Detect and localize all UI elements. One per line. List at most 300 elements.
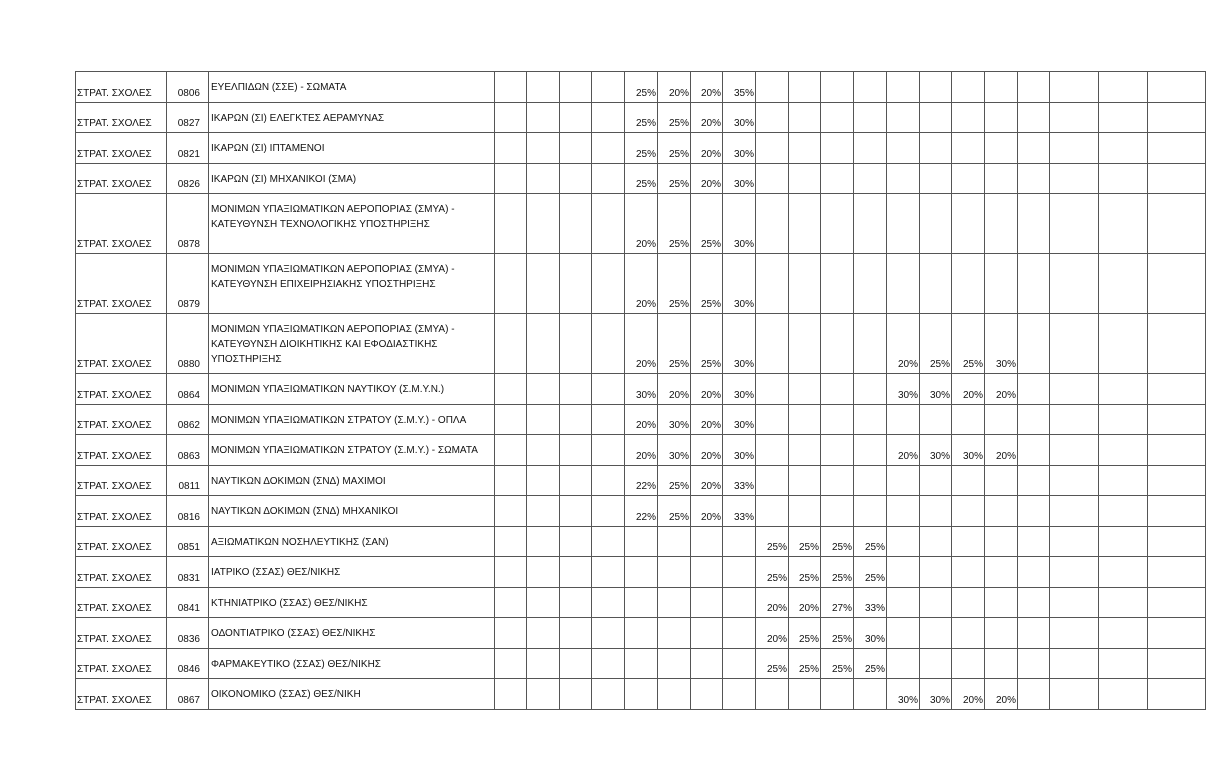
percent-cell [756, 314, 789, 374]
code-cell: 0811 [167, 466, 209, 496]
percent-cell [560, 254, 592, 314]
school-name-line: ΜΟΝΙΜΩΝ ΥΠΑΞΙΩΜΑΤΙΚΩΝ ΣΤΡΑΤΟΥ (Σ.Μ.Υ.) - ΟΠΛΑ [211, 415, 467, 426]
percent-cell: 30% [625, 374, 658, 405]
percent-cell [495, 164, 527, 194]
empty-cell [1148, 496, 1206, 527]
percent-cell [560, 557, 592, 588]
code-cell: 0851 [167, 527, 209, 557]
percent-cell: 25% [789, 618, 821, 649]
percent-cell [854, 374, 887, 405]
percent-cell [560, 466, 592, 496]
empty-cell [1148, 588, 1206, 618]
percent-cell: 25% [691, 314, 723, 374]
table-row [76, 649, 1206, 679]
percent-cell: 20% [952, 679, 985, 710]
percent-cell: 30% [723, 314, 756, 374]
empty-cell [1050, 435, 1099, 466]
percent-cell [887, 527, 920, 557]
code-cell: 0841 [167, 588, 209, 618]
empty-cell [1099, 435, 1148, 466]
empty-cell [1099, 72, 1148, 103]
school-name-cell [209, 649, 495, 679]
category-cell: ΣΤΡΑΤ. ΣΧΟΛΕΣ [76, 618, 167, 649]
percent-cell [821, 496, 854, 527]
table-row [76, 72, 1206, 103]
code-cell: 0880 [167, 314, 209, 374]
percent-cell [821, 405, 854, 435]
table-row [76, 133, 1206, 164]
empty-cell [1099, 466, 1148, 496]
school-name-line: ΑΞΙΩΜΑΤΙΚΩΝ ΝΟΣΗΛΕΥΤΙΚΗΣ (ΣΑΝ) [211, 537, 389, 548]
percent-cell [985, 254, 1018, 314]
empty-cell [1148, 254, 1206, 314]
percent-cell [952, 588, 985, 618]
percent-cell [854, 133, 887, 164]
percent-cell [789, 405, 821, 435]
percent-cell [854, 164, 887, 194]
school-name-line: ΜΟΝΙΜΩΝ ΥΠΑΞΙΩΜΑΤΙΚΩΝ ΑΕΡΟΠΟΡΙΑΣ (ΣΜΥΑ) - [211, 204, 455, 215]
percent-cell [592, 435, 625, 466]
percent-cell: 25% [658, 133, 691, 164]
percent-cell [789, 194, 821, 254]
percent-cell: 22% [625, 466, 658, 496]
percent-cell [887, 649, 920, 679]
percent-cell [658, 527, 691, 557]
school-name-cell [209, 374, 495, 405]
percent-cell [495, 194, 527, 254]
empty-cell [1018, 527, 1050, 557]
empty-cell [1148, 374, 1206, 405]
empty-cell [1148, 164, 1206, 194]
percent-cell: 25% [658, 496, 691, 527]
school-name-cell [209, 72, 495, 103]
school-name-cell [209, 679, 495, 710]
percent-cell: 25% [658, 254, 691, 314]
empty-cell [1050, 649, 1099, 679]
percent-cell [756, 133, 789, 164]
empty-cell [1099, 679, 1148, 710]
percent-cell: 25% [658, 194, 691, 254]
category-cell: ΣΤΡΑΤ. ΣΧΟΛΕΣ [76, 103, 167, 133]
percent-cell [985, 133, 1018, 164]
percent-cell [789, 466, 821, 496]
percent-cell [952, 133, 985, 164]
school-name-cell [209, 496, 495, 527]
percent-cell: 25% [854, 527, 887, 557]
empty-cell [1148, 466, 1206, 496]
percent-cell: 30% [920, 679, 952, 710]
percent-cell [887, 254, 920, 314]
percent-cell [592, 496, 625, 527]
school-name-cell [209, 133, 495, 164]
percent-cell: 33% [723, 496, 756, 527]
code-cell: 0826 [167, 164, 209, 194]
empty-cell [1050, 588, 1099, 618]
percent-cell: 25% [658, 314, 691, 374]
school-name-cell [209, 405, 495, 435]
percent-cell [854, 254, 887, 314]
school-name-line: ΚΑΤΕΥΘΥΝΣΗ ΔΙΟΙΚΗΤΙΚΗΣ ΚΑΙ ΕΦΟΔΙΑΣΤΙΚΗΣ ΥΠΟΣΤΗΡΙΞΗΣ [211, 339, 438, 365]
percent-cell [854, 466, 887, 496]
percent-cell [952, 405, 985, 435]
percent-cell: 30% [723, 194, 756, 254]
percent-cell [756, 374, 789, 405]
empty-cell [1099, 649, 1148, 679]
percent-cell: 20% [625, 254, 658, 314]
percent-cell: 30% [723, 374, 756, 405]
empty-cell [1148, 618, 1206, 649]
code-cell: 0867 [167, 679, 209, 710]
percent-cell [789, 435, 821, 466]
percent-cell [920, 466, 952, 496]
percent-cell [592, 466, 625, 496]
percent-cell [985, 618, 1018, 649]
empty-cell [1018, 557, 1050, 588]
percent-cell: 20% [691, 405, 723, 435]
table-row [76, 466, 1206, 496]
percent-cell: 25% [658, 103, 691, 133]
percent-cell [789, 254, 821, 314]
percent-cell [560, 496, 592, 527]
percent-cell [592, 649, 625, 679]
percent-cell [920, 557, 952, 588]
percent-cell [560, 588, 592, 618]
percent-cell: 27% [821, 588, 854, 618]
percent-cell [592, 194, 625, 254]
percent-cell [887, 557, 920, 588]
empty-cell [1148, 649, 1206, 679]
percent-cell [821, 374, 854, 405]
percent-cell: 25% [789, 649, 821, 679]
percent-cell: 33% [854, 588, 887, 618]
percent-cell: 30% [985, 314, 1018, 374]
percent-cell [625, 649, 658, 679]
percent-cell [789, 164, 821, 194]
school-name-line: ΙΚΑΡΩΝ (ΣΙ) ΜΗΧΑΝΙΚΟΙ (ΣΜΑ) [211, 174, 357, 185]
school-name-cell [209, 466, 495, 496]
percent-cell [920, 588, 952, 618]
empty-cell [1099, 374, 1148, 405]
code-cell: 0846 [167, 649, 209, 679]
percent-cell [592, 374, 625, 405]
code-cell: 0878 [167, 194, 209, 254]
percent-cell [821, 435, 854, 466]
percent-cell [920, 618, 952, 649]
school-name-cell [209, 103, 495, 133]
percent-cell [658, 557, 691, 588]
percent-cell: 25% [821, 557, 854, 588]
percent-cell [691, 618, 723, 649]
percent-cell: 25% [821, 527, 854, 557]
percent-cell [920, 254, 952, 314]
percent-cell [789, 72, 821, 103]
empty-cell [1018, 435, 1050, 466]
table-row [76, 103, 1206, 133]
school-name-cell [209, 164, 495, 194]
percent-cell [920, 194, 952, 254]
percent-cell: 20% [789, 588, 821, 618]
percent-cell: 25% [821, 649, 854, 679]
percent-cell: 20% [691, 164, 723, 194]
percent-cell [592, 254, 625, 314]
empty-cell [1050, 314, 1099, 374]
category-cell: ΣΤΡΑΤ. ΣΧΟΛΕΣ [76, 588, 167, 618]
percent-cell: 25% [625, 103, 658, 133]
percent-cell [821, 679, 854, 710]
percent-cell [495, 435, 527, 466]
percent-cell: 20% [625, 194, 658, 254]
school-name-line: ΜΟΝΙΜΩΝ ΥΠΑΞΙΩΜΑΤΙΚΩΝ ΝΑΥΤΙΚΟΥ (Σ.Μ.Υ.Ν.) [211, 384, 445, 395]
empty-cell [1099, 133, 1148, 164]
percent-cell [691, 527, 723, 557]
percent-cell [821, 254, 854, 314]
percent-cell: 20% [691, 435, 723, 466]
category-cell: ΣΤΡΑΤ. ΣΧΟΛΕΣ [76, 496, 167, 527]
percent-cell [789, 374, 821, 405]
percent-cell [592, 527, 625, 557]
percent-cell [920, 405, 952, 435]
category-cell: ΣΤΡΑΤ. ΣΧΟΛΕΣ [76, 435, 167, 466]
percent-cell [495, 103, 527, 133]
empty-cell [1099, 254, 1148, 314]
percent-cell [920, 649, 952, 679]
percent-cell: 25% [854, 557, 887, 588]
school-name-line: ΙΚΑΡΩΝ (ΣΙ) ΙΠΤΑΜΕΝΟΙ [211, 143, 325, 154]
percent-cell [560, 194, 592, 254]
table-row [76, 314, 1206, 374]
empty-cell [1099, 103, 1148, 133]
empty-cell [1148, 314, 1206, 374]
percent-cell [625, 588, 658, 618]
percent-cell: 30% [887, 679, 920, 710]
percent-cell [723, 527, 756, 557]
empty-cell [1148, 133, 1206, 164]
percent-cell: 20% [887, 314, 920, 374]
empty-cell [1099, 618, 1148, 649]
percent-cell [821, 72, 854, 103]
percent-cell [756, 496, 789, 527]
percent-cell: 25% [691, 194, 723, 254]
percent-cell [952, 72, 985, 103]
percent-cell [920, 527, 952, 557]
percent-cell [527, 254, 560, 314]
school-name-line: ΕΥΕΛΠΙΔΩΝ (ΣΣΕ) - ΣΩΜΑΤΑ [211, 82, 347, 93]
percent-cell [560, 72, 592, 103]
percent-cell [495, 374, 527, 405]
percent-cell [560, 618, 592, 649]
percent-cell: 30% [887, 374, 920, 405]
empty-cell [1018, 405, 1050, 435]
percent-cell [821, 194, 854, 254]
table-row [76, 679, 1206, 710]
category-cell: ΣΤΡΑΤ. ΣΧΟΛΕΣ [76, 72, 167, 103]
empty-cell [1099, 527, 1148, 557]
category-cell: ΣΤΡΑΤ. ΣΧΟΛΕΣ [76, 194, 167, 254]
percent-cell [527, 314, 560, 374]
percent-cell [495, 649, 527, 679]
empty-cell [1018, 618, 1050, 649]
percent-cell [592, 164, 625, 194]
percent-cell [985, 405, 1018, 435]
school-name-line: ΚΤΗΝΙΑΤΡΙΚΟ (ΣΣΑΣ) ΘΕΣ/ΝΙΚΗΣ [211, 598, 368, 609]
school-name-cell [209, 435, 495, 466]
percent-cell [952, 103, 985, 133]
percent-cell: 30% [723, 435, 756, 466]
percent-cell: 25% [789, 527, 821, 557]
percent-cell [691, 557, 723, 588]
percent-cell [691, 679, 723, 710]
percent-cell [920, 164, 952, 194]
percent-cell [560, 527, 592, 557]
school-name-line: ΝΑΥΤΙΚΩΝ ΔΟΚΙΜΩΝ (ΣΝΔ) ΜΑΧΙΜΟΙ [211, 476, 386, 487]
empty-cell [1099, 557, 1148, 588]
percent-cell: 20% [756, 588, 789, 618]
percent-cell: 20% [625, 405, 658, 435]
percent-cell [789, 314, 821, 374]
percent-cell [821, 164, 854, 194]
empty-cell [1050, 374, 1099, 405]
category-cell: ΣΤΡΑΤ. ΣΧΟΛΕΣ [76, 405, 167, 435]
percent-cell [495, 405, 527, 435]
percent-cell [887, 103, 920, 133]
empty-cell [1018, 588, 1050, 618]
empty-cell [1050, 164, 1099, 194]
percent-cell [789, 679, 821, 710]
table-row [76, 618, 1206, 649]
percent-cell [723, 588, 756, 618]
percent-cell: 20% [625, 435, 658, 466]
school-name-cell [209, 527, 495, 557]
percent-cell [985, 527, 1018, 557]
percent-cell [527, 164, 560, 194]
percent-cell [952, 496, 985, 527]
empty-cell [1050, 405, 1099, 435]
percent-cell [985, 103, 1018, 133]
code-cell: 0827 [167, 103, 209, 133]
percent-cell [495, 527, 527, 557]
percent-cell [789, 496, 821, 527]
empty-cell [1050, 679, 1099, 710]
percent-cell [985, 649, 1018, 679]
category-cell: ΣΤΡΑΤ. ΣΧΟΛΕΣ [76, 164, 167, 194]
empty-cell [1018, 164, 1050, 194]
school-name-line: ΟΙΚΟΝΟΜΙΚΟ (ΣΣΑΣ) ΘΕΣ/ΝΙΚΗ [211, 689, 361, 700]
percent-cell [887, 588, 920, 618]
percent-cell: 20% [756, 618, 789, 649]
percent-cell [625, 679, 658, 710]
percent-cell [756, 254, 789, 314]
percent-cell: 25% [920, 314, 952, 374]
percent-cell [592, 557, 625, 588]
percent-cell: 25% [952, 314, 985, 374]
percent-cell [756, 194, 789, 254]
percent-cell: 20% [985, 679, 1018, 710]
category-cell: ΣΤΡΑΤ. ΣΧΟΛΕΣ [76, 679, 167, 710]
percent-cell [985, 194, 1018, 254]
percent-cell: 20% [691, 374, 723, 405]
percent-cell [527, 618, 560, 649]
percent-cell: 25% [625, 133, 658, 164]
category-cell: ΣΤΡΑΤ. ΣΧΟΛΕΣ [76, 374, 167, 405]
table-row [76, 194, 1206, 254]
school-name-line: ΝΑΥΤΙΚΩΝ ΔΟΚΙΜΩΝ (ΣΝΔ) ΜΗΧΑΝΙΚΟΙ [211, 506, 399, 517]
empty-cell [1148, 194, 1206, 254]
percent-cell [756, 679, 789, 710]
empty-cell [1050, 466, 1099, 496]
percent-cell [952, 649, 985, 679]
percent-cell [560, 374, 592, 405]
code-cell: 0836 [167, 618, 209, 649]
percent-cell [560, 649, 592, 679]
school-name-cell [209, 557, 495, 588]
percent-cell [592, 72, 625, 103]
percent-cell [495, 679, 527, 710]
percent-cell [560, 314, 592, 374]
percent-cell [821, 103, 854, 133]
percent-cell [527, 496, 560, 527]
percent-cell [920, 103, 952, 133]
school-name-line: ΙΑΤΡΙΚΟ (ΣΣΑΣ) ΘΕΣ/ΝΙΚΗΣ [211, 567, 341, 578]
percent-cell [854, 72, 887, 103]
percent-cell [527, 527, 560, 557]
percent-cell [920, 72, 952, 103]
percent-cell [527, 588, 560, 618]
school-name-line: ΚΑΤΕΥΘΥΝΣΗ ΕΠΙΧΕΙΡΗΣΙΑΚΗΣ ΥΠΟΣΤΗΡΙΞΗΣ [211, 279, 436, 290]
empty-cell [1018, 254, 1050, 314]
percent-cell: 20% [887, 435, 920, 466]
percent-cell [854, 435, 887, 466]
percent-cell: 20% [625, 314, 658, 374]
percent-cell [952, 618, 985, 649]
percent-cell: 25% [789, 557, 821, 588]
school-name-line: ΜΟΝΙΜΩΝ ΥΠΑΞΙΩΜΑΤΙΚΩΝ ΣΤΡΑΤΟΥ (Σ.Μ.Υ.) - ΣΩΜΑΤΑ [211, 445, 478, 456]
school-name-line: ΜΟΝΙΜΩΝ ΥΠΑΞΙΩΜΑΤΙΚΩΝ ΑΕΡΟΠΟΡΙΑΣ (ΣΜΥΑ) - [211, 264, 455, 275]
percent-cell [495, 72, 527, 103]
percent-cell [854, 496, 887, 527]
category-cell: ΣΤΡΑΤ. ΣΧΟΛΕΣ [76, 466, 167, 496]
empty-cell [1018, 496, 1050, 527]
percent-cell [527, 405, 560, 435]
percent-cell [985, 588, 1018, 618]
percent-cell [821, 133, 854, 164]
empty-cell [1148, 72, 1206, 103]
percent-cell [985, 557, 1018, 588]
percent-cell [985, 164, 1018, 194]
school-name-cell [209, 588, 495, 618]
percent-cell [723, 618, 756, 649]
percent-cell [658, 618, 691, 649]
percent-cell: 30% [658, 405, 691, 435]
percent-cell [756, 103, 789, 133]
percent-cell [854, 679, 887, 710]
percent-cell: 25% [658, 164, 691, 194]
code-cell: 0864 [167, 374, 209, 405]
table-row [76, 588, 1206, 618]
percent-cell [756, 72, 789, 103]
percent-cell [527, 133, 560, 164]
percent-cell [560, 164, 592, 194]
code-cell: 0806 [167, 72, 209, 103]
percent-cell: 20% [691, 72, 723, 103]
percent-cell: 30% [723, 254, 756, 314]
category-cell: ΣΤΡΑΤ. ΣΧΟΛΕΣ [76, 133, 167, 164]
category-cell: ΣΤΡΑΤ. ΣΧΟΛΕΣ [76, 527, 167, 557]
code-cell: 0816 [167, 496, 209, 527]
empty-cell [1099, 194, 1148, 254]
category-cell: ΣΤΡΑΤ. ΣΧΟΛΕΣ [76, 314, 167, 374]
percent-cell [592, 133, 625, 164]
percent-cell [985, 466, 1018, 496]
